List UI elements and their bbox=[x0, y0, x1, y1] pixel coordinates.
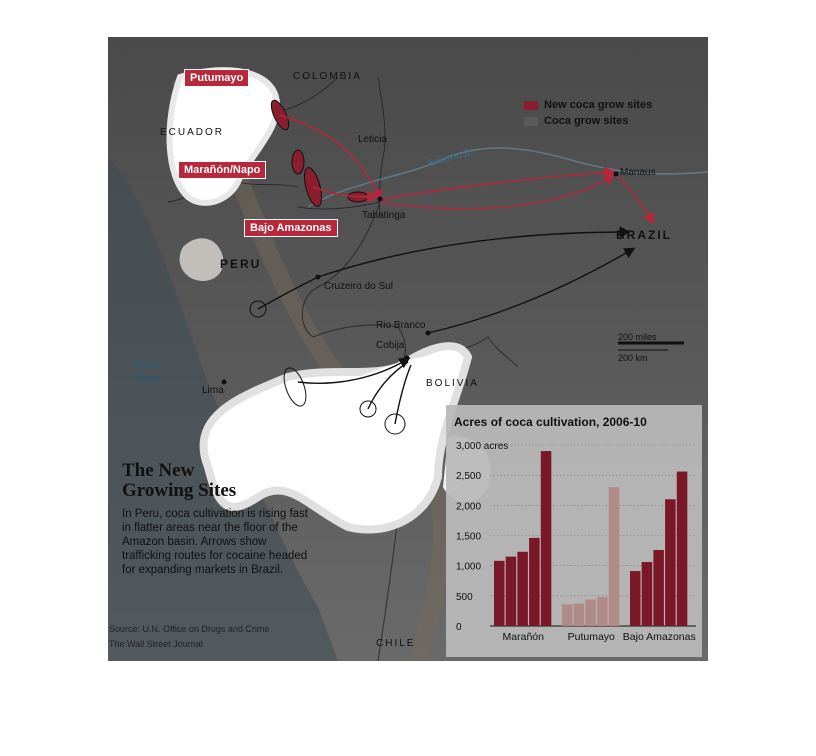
chart-bar bbox=[609, 487, 620, 626]
chart-bar bbox=[630, 571, 641, 626]
chart-bar bbox=[665, 499, 676, 626]
scale-km: 200 km bbox=[618, 353, 648, 363]
chart-y-tick-label: 1,500 bbox=[456, 531, 482, 543]
publisher-credit: The Wall Street Journal bbox=[109, 639, 203, 649]
chart-bar bbox=[541, 451, 552, 626]
chart-bar bbox=[585, 599, 596, 626]
label-cobija: Cobija bbox=[376, 340, 405, 351]
headline-line2: Growing Sites bbox=[122, 480, 237, 501]
label-tabatinga: Tabatinga bbox=[362, 210, 406, 221]
chart-y-tick-label: 500 bbox=[456, 591, 473, 603]
label-ecuador: ECUADOR bbox=[160, 127, 225, 138]
legend-label-grow: Coca grow sites bbox=[544, 115, 629, 127]
label-colombia: COLOMBIA bbox=[293, 71, 362, 82]
chart-x-label: Bajo Amazonas bbox=[622, 631, 696, 643]
chart-bar bbox=[562, 604, 573, 626]
chart-y-tick-label: 2,500 bbox=[456, 471, 482, 483]
legend-new-sites bbox=[524, 99, 652, 111]
label-peru: PERU bbox=[220, 257, 262, 271]
label-chile: CHILE bbox=[376, 638, 416, 649]
chart-x-label: Marañón bbox=[502, 631, 544, 643]
legend-swatch-grow bbox=[524, 117, 538, 126]
scale-miles: 200 miles bbox=[618, 332, 657, 342]
chart-canvas bbox=[446, 405, 702, 657]
source-credit: Source: U.N. Office on Drugs and Crime bbox=[109, 624, 270, 634]
chart-bar bbox=[529, 538, 540, 626]
label-amazon-river: Amazon R. bbox=[425, 146, 475, 170]
chart-bar bbox=[506, 557, 517, 626]
label-manaus: Manaus bbox=[620, 167, 656, 178]
label-cruzeiro: Cruzeiro do Sul bbox=[324, 281, 393, 292]
chart-y-tick-label: 2,000 bbox=[456, 501, 482, 513]
chart-y-tick-label: 0 bbox=[456, 622, 462, 633]
chart-x-label: Putumayo bbox=[567, 631, 615, 643]
deck-text: In Peru, coca cultivation is rising fast in flatter areas near the floor of the Amazon basin. Arrows show trafficking routes for cocaine headed for expanding markets in Brazil. bbox=[122, 508, 308, 576]
region-tag-maranon-napo: Marañón/Napo bbox=[178, 161, 266, 179]
chart-y-tick-label: 3,000 acres bbox=[456, 441, 509, 452]
label-ocean: Ocean bbox=[132, 373, 161, 385]
chart-bar bbox=[517, 552, 528, 626]
chart-bar bbox=[597, 597, 608, 626]
label-rio-branco: Rio Branco bbox=[376, 320, 426, 331]
region-tag-bajo-amazonas: Bajo Amazonas bbox=[244, 219, 338, 237]
label-pacific: Pacific bbox=[132, 359, 164, 371]
legend-label-new: New coca grow sites bbox=[544, 99, 653, 111]
bar-chart bbox=[446, 405, 702, 657]
chart-bar bbox=[653, 550, 664, 626]
legend-swatch-new bbox=[524, 101, 538, 110]
label-bolivia: BOLIVIA bbox=[426, 378, 479, 389]
chart-bar bbox=[574, 604, 585, 626]
chart-bar bbox=[494, 561, 505, 626]
chart-title: Acres of coca cultivation, 2006-10 bbox=[454, 415, 647, 429]
legend-grow-sites bbox=[524, 115, 628, 127]
chart-bar bbox=[677, 472, 688, 626]
region-tag-putumayo: Putumayo bbox=[184, 69, 249, 87]
chart-bar bbox=[642, 562, 653, 626]
label-brazil: BRAZIL bbox=[616, 228, 672, 242]
headline-line1: The New bbox=[122, 460, 195, 481]
map bbox=[108, 37, 708, 661]
headline bbox=[122, 461, 236, 501]
chart-y-tick-label: 1,000 bbox=[456, 561, 482, 573]
label-leticia: Leticia bbox=[358, 134, 387, 145]
label-lima: Lima bbox=[202, 385, 224, 396]
